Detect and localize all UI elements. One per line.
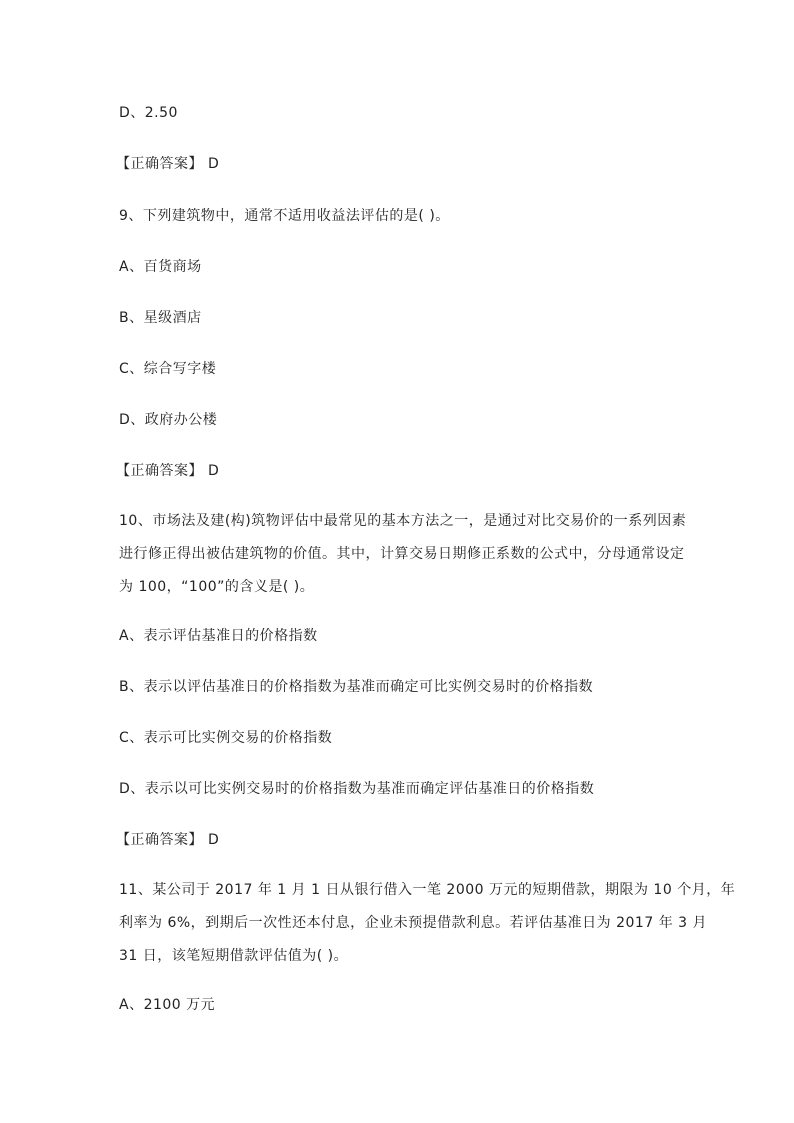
q11-question xyxy=(119,874,736,973)
q11-option-a: A、2100 万元 xyxy=(119,997,216,1013)
q10-question xyxy=(119,505,687,604)
q9-option-b: B、星级酒店 xyxy=(119,310,202,326)
q10-question-line: 进行修正得出被估建筑物的价值。其中，计算交易日期修正系数的公式中，分母通常设定 xyxy=(119,546,685,562)
q9-option-c: C、综合写字楼 xyxy=(119,361,217,377)
q10-option-a: A、表示评估基准日的价格指数 xyxy=(119,628,318,644)
q10-option-c: C、表示可比实例交易的价格指数 xyxy=(119,730,333,746)
q9-question: 9、下列建筑物中，通常不适用收益法评估的是( )。 xyxy=(119,208,450,224)
q10-option-d: D、表示以可比实例交易时的价格指数为基准而确定评估基准日的价格指数 xyxy=(119,781,595,797)
q9-option-a: A、百货商场 xyxy=(119,259,202,275)
q10-question-line: 为 100，“100”的含义是( )。 xyxy=(119,579,315,595)
q9-answer: 【正确答案】 D xyxy=(116,463,220,479)
q8-answer: 【正确答案】 D xyxy=(116,156,220,172)
q9-option-d: D、政府办公楼 xyxy=(119,412,218,428)
q11-question-line: 31 日，该笔短期借款评估值为( )。 xyxy=(119,948,349,964)
q10-answer: 【正确答案】 D xyxy=(116,832,220,848)
q11-question-line: 11、某公司于 2017 年 1 月 1 日从银行借入一笔 2000 万元的短期借款，期限为 10 个月，年 xyxy=(119,882,736,898)
q8-option-d: D、2.50 xyxy=(119,105,178,121)
q10-option-b: B、表示以评估基准日的价格指数为基准而确定可比实例交易时的价格指数 xyxy=(119,679,594,695)
q11-question-line: 利率为 6%，到期后一次性还本付息，企业未预提借款利息。若评估基准日为 2017 年 3 月 xyxy=(119,915,707,931)
q10-question-line: 10、市场法及建(构)筑物评估中最常见的基本方法之一，是通过对比交易价的一系列因素 xyxy=(119,513,687,529)
